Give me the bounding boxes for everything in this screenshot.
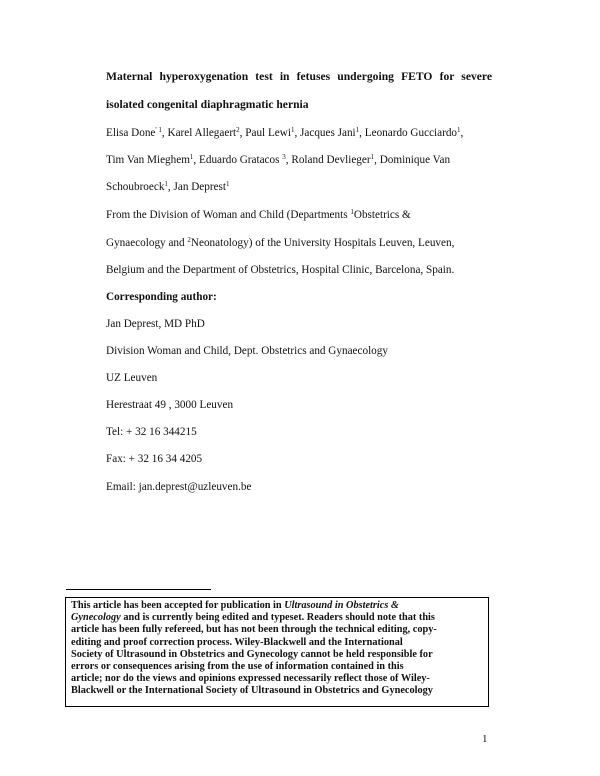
author-name: Eduardo Gratacos <box>199 154 280 166</box>
corresponding-address: Herestraat 49 , 3000 Leuven <box>106 399 234 411</box>
author-line-1: Elisa Done$^{' 1}$, Karel Allegaert$^2$, Paul Lewi$^1$, Jacques Jani$^1$, Leonardo Gucciardo$^1$, <box>106 126 464 139</box>
notice-line: article has been fully refereed, but has not been through the technical editing, copy- <box>71 624 437 636</box>
author-affil: 1 <box>226 180 230 188</box>
notice-text: This article has been accepted for publication in <box>71 600 285 611</box>
author-name: Jan Deprest <box>173 181 227 193</box>
corresponding-email: Email: jan.deprest@uzleuven.be <box>106 481 252 493</box>
affiliation-text: Obstetrics & <box>353 209 411 221</box>
author-name: Paul Lewi <box>245 127 291 139</box>
author-name: Elisa Done <box>106 127 156 139</box>
notice-line: errors or consequences arising from the use of information contained in this <box>71 661 404 673</box>
notice-line: article; nor do the views and opinions expressed necessarily reflect those of Wiley- <box>71 673 430 685</box>
title-line-1: Maternal hyperoxygenation test in fetuses undergoing FETO for severe <box>106 70 492 83</box>
author-affil: 1 <box>370 153 375 161</box>
corresponding-tel: Tel: + 32 16 344215 <box>106 426 197 438</box>
author-affil: 1 <box>290 126 295 134</box>
author-name-part: Schoubroeck <box>106 181 165 193</box>
affiliation-line-2 <box>106 236 454 250</box>
corresponding-heading: Corresponding author: <box>106 291 217 303</box>
affiliation-text: From the Division of Woman and Child (Departments <box>106 209 351 221</box>
author-name: Roland Devlieger <box>291 154 371 166</box>
author-affil: 1 <box>164 180 168 188</box>
notice-text: and is currently being edited and typeset. Readers should note that this <box>120 612 435 624</box>
publication-notice-box <box>65 597 489 707</box>
affiliation-line-1 <box>106 208 411 222</box>
affiliation-text: Gynaecology and <box>106 237 188 249</box>
affiliation-line-3: Belgium and the Department of Obstetrics, Hospital Clinic, Barcelona, Spain. <box>106 264 455 276</box>
affiliation-sup: 2 <box>187 236 191 244</box>
title-line-2: isolated congenital diaphragmatic hernia <box>106 98 309 111</box>
author-affil: 3 <box>282 153 286 161</box>
notice-line <box>71 612 484 624</box>
author-affil: 1 <box>457 126 461 134</box>
notice-line: editing and proof correction process. Wiley-Blackwell and the International <box>71 636 403 648</box>
author-name: Tim Van Mieghem <box>106 154 190 166</box>
notice-journal: Ultrasound in Obstetrics & <box>284 600 399 611</box>
author-line-2: Tim Van Mieghem$^1$, Eduardo Gratacos $^3$, Roland Devlieger$^1$, Dominique Van <box>106 153 451 166</box>
author-name: Karel Allegaert <box>167 127 237 139</box>
author-name: Leonardo Gucciardo <box>364 127 458 139</box>
corresponding-institution: UZ Leuven <box>106 372 158 384</box>
notice-line <box>71 600 484 612</box>
author-affil: ' 1 <box>155 126 162 134</box>
affiliation-text: Neonatology) of the University Hospitals Leuven, Leuven, <box>190 237 455 249</box>
corresponding-fax: Fax: + 32 16 34 4205 <box>106 453 203 465</box>
affiliation-sup: 1 <box>350 208 354 216</box>
author-affil: 1 <box>189 153 194 161</box>
author-line-3: Schoubroeck$^1$, Jan Deprest$^1$ <box>106 180 230 193</box>
corresponding-name: Jan Deprest, MD PhD <box>106 318 205 330</box>
footnote-rule <box>66 589 211 590</box>
page-number: 1 <box>482 733 488 745</box>
author-affil: 2 <box>236 126 240 134</box>
notice-line: Blackwell or the International Society of Ultrasound in Obstetrics and Gynecology <box>71 685 433 697</box>
author-affil: 1 <box>355 126 360 134</box>
corresponding-dept: Division Woman and Child, Dept. Obstetrics and Gynaecology <box>106 345 388 357</box>
notice-line: Society of Ultrasound in Obstetrics and Gynecology cannot be held responsible for <box>71 648 433 660</box>
author-name-part: Dominique Van <box>379 154 451 166</box>
author-name: Jacques Jani <box>300 127 356 139</box>
notice-journal: Gynecology <box>71 612 121 624</box>
